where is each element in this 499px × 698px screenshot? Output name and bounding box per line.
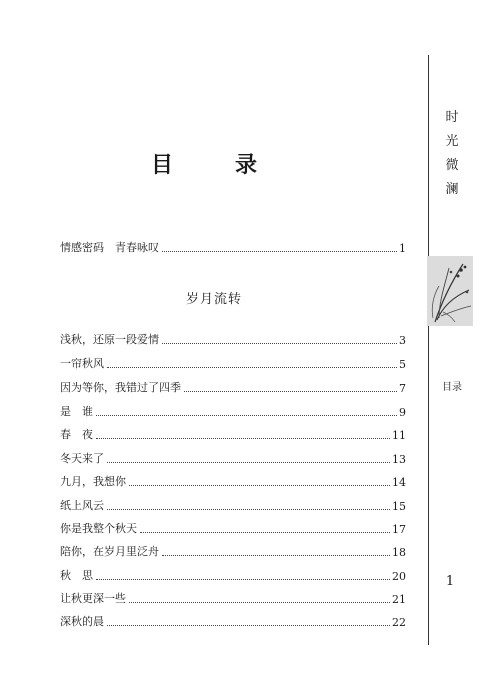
toc-entry-title: 一帘秋风 (60, 357, 104, 370)
section-label-vertical: 目录 (442, 382, 462, 393)
toc-entry[interactable] (60, 543, 406, 559)
toc-entry-title: 陪你，在岁月里泛舟 (60, 545, 159, 558)
toc-entry-title: 秋 思 (60, 569, 93, 582)
dot-leader (129, 484, 390, 486)
toc-entry[interactable] (60, 567, 406, 583)
toc-entry-page: 20 (392, 570, 406, 583)
book-title-vertical: 时光微澜 (445, 110, 459, 197)
toc-entry-page: 14 (392, 476, 406, 489)
dot-leader (184, 390, 397, 392)
toc-entry-title: 春 夜 (60, 428, 93, 441)
section-heading: 岁月流转 (185, 292, 242, 307)
toc-entry-page: 3 (399, 334, 406, 347)
toc-entry[interactable] (60, 613, 406, 629)
toc-entry[interactable] (60, 355, 406, 371)
toc-entry-page: 5 (399, 358, 406, 371)
orchid-icon (427, 256, 473, 326)
toc-entry[interactable] (60, 379, 406, 395)
toc-entry-title: 是 谁 (60, 405, 93, 418)
toc-entry-title: 情感密码 青春咏叹 (60, 241, 159, 254)
dot-leader (107, 508, 390, 510)
dot-leader (107, 461, 390, 463)
toc-entry[interactable] (60, 590, 406, 606)
toc-entry-page: 22 (392, 616, 406, 629)
toc-entry-page: 13 (392, 453, 406, 466)
toc-entry-title: 冬天来了 (60, 452, 104, 465)
toc-entry[interactable] (60, 473, 406, 489)
toc-entry-page: 7 (399, 382, 406, 395)
margin-divider (428, 55, 429, 645)
dot-leader (129, 601, 390, 603)
dot-leader (140, 531, 390, 533)
toc-entry-page: 21 (392, 593, 406, 606)
dot-leader (162, 342, 397, 344)
dot-leader (107, 624, 390, 626)
toc-entry-page: 18 (392, 546, 406, 559)
toc-entry-page: 15 (392, 500, 406, 513)
orchid-illustration (427, 256, 473, 326)
toc-entry[interactable] (60, 497, 406, 513)
toc-entry[interactable] (60, 403, 406, 419)
toc-entry[interactable] (60, 331, 406, 347)
toc-entry[interactable] (60, 450, 406, 466)
dot-leader (96, 414, 397, 416)
toc-entry[interactable] (60, 239, 406, 255)
toc-entry-title: 你是我整个秋天 (60, 522, 137, 535)
dot-leader (107, 366, 397, 368)
toc-entry-title: 九月，我想你 (60, 475, 126, 488)
toc-entry-title: 深秋的晨 (60, 615, 104, 628)
toc-entry-title: 浅秋，还原一段爱情 (60, 333, 159, 346)
dot-leader (162, 554, 390, 556)
toc-entry-title: 纸上风云 (60, 499, 104, 512)
toc-entry-page: 17 (392, 523, 406, 536)
toc-entry-page: 1 (399, 242, 406, 255)
page-title: 目 录 (150, 152, 277, 178)
page-number: 1 (445, 574, 455, 589)
toc-entry-page: 9 (399, 406, 406, 419)
dot-leader (96, 437, 390, 439)
toc-entry-title: 因为等你，我错过了四季 (60, 381, 181, 394)
dot-leader (162, 250, 397, 252)
toc-entry-page: 11 (392, 429, 406, 442)
toc-entry[interactable] (60, 426, 406, 442)
dot-leader (96, 578, 390, 580)
toc-entry-title: 让秋更深一些 (60, 592, 126, 605)
toc-entry[interactable] (60, 520, 406, 536)
